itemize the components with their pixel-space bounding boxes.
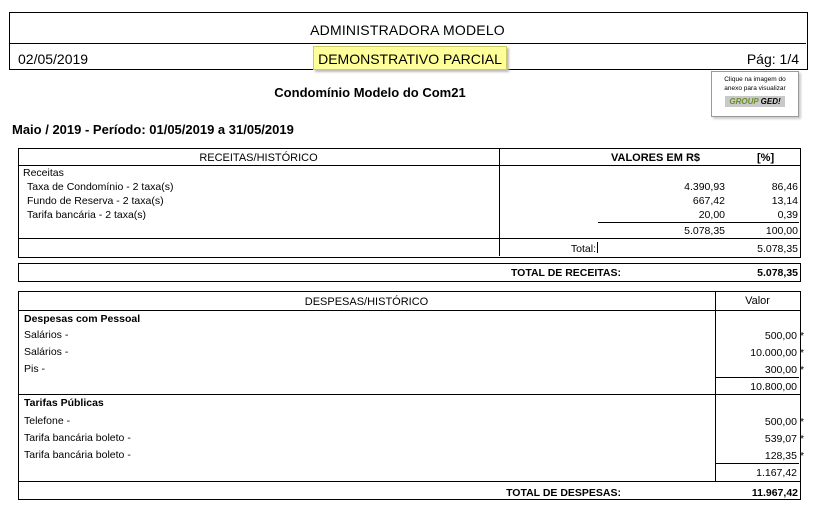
despesas-group-title: Despesas com Pessoal: [24, 313, 141, 325]
receitas-total-line: [18, 238, 801, 239]
despesas-grand-total-label: TOTAL DE DESPESAS:: [506, 487, 621, 499]
condominium-name: Condomínio Modelo do Com21: [274, 85, 466, 100]
despesa-row-label: Tarifa bancária boleto -: [24, 432, 131, 444]
despesas-col-hist: DESPESAS/HISTÓRICO: [304, 296, 429, 308]
despesa-row-mark: *: [800, 347, 805, 359]
despesa-row-label: Salários -: [24, 329, 69, 341]
despesas-subtotal-line: [716, 377, 799, 378]
receita-row-value: 4.390,93: [684, 181, 725, 193]
despesa-row-label: Tarifa bancária boleto -: [24, 449, 131, 461]
despesa-row-value: 10.000,00: [750, 347, 797, 359]
despesa-row-value: 500,00: [764, 416, 797, 428]
period-title: Maio / 2019 - Período: 01/05/2019 a 31/05/2019: [12, 122, 294, 137]
receitas-grand-total-box: [18, 263, 801, 282]
despesas-col-valor: Valor: [745, 295, 770, 307]
despesa-row-value: 128,35: [764, 450, 797, 462]
receitas-total-label: Total:: [570, 243, 596, 255]
despesas-group-title: Tarifas Públicas: [24, 397, 104, 409]
receitas-subtotal-value: 5.078,35: [684, 225, 725, 237]
despesa-row-label: Telefone -: [24, 415, 71, 427]
receitas-total-value: 5.078,35: [757, 243, 798, 255]
receitas-col-hist: RECEITAS/HISTÓRICO: [199, 152, 318, 164]
despesas-group-subtotal: 1.167,42: [756, 467, 797, 479]
receita-row-label: Taxa de Condomínio - 2 taxa(s): [27, 181, 174, 193]
receita-row-label: Fundo de Reserva - 2 taxa(s): [27, 195, 164, 207]
despesa-row-value: 300,00: [764, 364, 797, 376]
receitas-subtotal-pct: 100,00: [765, 225, 798, 237]
despesas-header-line: [18, 310, 801, 311]
despesa-row-value: 500,00: [764, 330, 797, 342]
receita-row-label: Tarifa bancária - 2 taxa(s): [27, 209, 147, 221]
receitas-grand-total-label: TOTAL DE RECEITAS:: [510, 267, 621, 279]
receitas-col-valores: VALORES EM R$: [611, 152, 701, 164]
despesa-row-mark: *: [800, 330, 805, 342]
despesas-total-line: [18, 481, 801, 482]
ged-logo-a: GROUP: [729, 97, 759, 106]
report-type-badge: DEMONSTRATIVO PARCIAL: [313, 46, 507, 70]
despesas-group-divider: [18, 394, 801, 395]
receitas-col-pct: [%]: [757, 152, 775, 164]
receitas-header-line: [18, 165, 801, 166]
despesa-row-mark: *: [800, 416, 805, 428]
report-date: 02/05/2019: [18, 51, 89, 67]
despesa-row-mark: *: [800, 450, 805, 462]
ged-logo-b: GED!: [760, 97, 781, 106]
ged-logo: [725, 96, 785, 107]
receita-row-value: 667,42: [692, 195, 725, 207]
ged-attachment-link[interactable]: [711, 71, 799, 117]
page-number: Pág: 1/4: [746, 51, 799, 67]
receitas-group-label: Receitas: [23, 167, 64, 179]
ged-note-line2: anexo para visualizar: [724, 85, 786, 92]
receitas-col-divider: [499, 148, 500, 256]
despesa-row-label: Salários -: [24, 346, 69, 358]
despesa-row-value: 539,07: [764, 433, 797, 445]
despesas-grand-total-value: 11.967,42: [751, 487, 798, 499]
receitas-total-tick: [597, 242, 598, 253]
receita-row-pct: 0,39: [777, 209, 798, 221]
despesa-row-label: Pis -: [24, 363, 45, 375]
header-divider: [9, 43, 806, 44]
receitas-subtotal-line: [598, 222, 799, 223]
despesa-row-mark: *: [800, 433, 805, 445]
despesa-row-mark: *: [800, 364, 805, 376]
ged-note-line1: Clique na imagem do: [724, 76, 786, 83]
receitas-grand-total-value: 5.078,35: [757, 267, 798, 279]
receita-row-pct: 86,46: [771, 181, 798, 193]
company-name: ADMINISTRADORA MODELO: [310, 22, 505, 38]
receita-row-value: 20,00: [698, 209, 725, 221]
despesas-group-subtotal: 10.800,00: [750, 381, 797, 393]
receita-row-pct: 13,14: [771, 195, 798, 207]
despesas-subtotal-line: [716, 463, 799, 464]
